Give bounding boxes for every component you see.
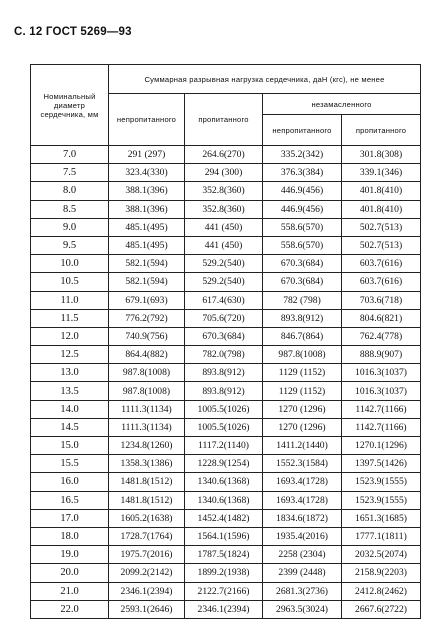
table-row [31,600,421,618]
table-row [31,527,421,545]
table-row [31,218,421,236]
load-value-cell: 2346.1(2394) [185,600,263,618]
unoiled-subgroup-header: незамасленного [263,94,421,115]
load-value-cell: 1234.8(1260) [109,437,185,455]
table-row [31,291,421,309]
diameter-cell: 20.0 [31,564,109,582]
diameter-cell: 12.5 [31,346,109,364]
load-value-cell: 2346.1(2394) [109,582,185,600]
table-row [31,182,421,200]
load-value-cell: 2099.2(2142) [109,564,185,582]
load-value-cell: 782 (798) [263,291,342,309]
load-value-cell: 339.1(346) [342,164,421,182]
load-value-cell: 740.9(756) [109,327,185,345]
load-value-cell: 2963.5(3024) [263,600,342,618]
diameter-cell: 21.0 [31,582,109,600]
load-value-cell: 294 (300) [185,164,263,182]
load-value-cell: 2258 (2304) [263,546,342,564]
table-row [31,382,421,400]
load-value-cell: 2593.1(2646) [109,600,185,618]
column-header: непропитанного [263,115,342,146]
load-value-cell: 1340.6(1368) [185,491,263,509]
load-value-cell: 776.2(792) [109,309,185,327]
load-value-cell: 2399 (2448) [263,564,342,582]
diameter-cell: 19.0 [31,546,109,564]
load-value-cell: 888.9(907) [342,346,421,364]
load-value-cell: 401.8(410) [342,200,421,218]
table-body [31,146,421,619]
load-value-cell: 1142.7(1166) [342,400,421,418]
load-value-cell: 1693.4(1728) [263,473,342,491]
table-row [31,509,421,527]
load-value-cell: 1142.7(1166) [342,418,421,436]
load-value-cell: 441 (450) [185,236,263,254]
load-value-cell: 1270.1(1296) [342,437,421,455]
load-value-cell: 502.7(513) [342,218,421,236]
table-row [31,564,421,582]
load-value-cell: 1129 (1152) [263,382,342,400]
load-value-cell: 1787.5(1824) [185,546,263,564]
diameter-cell: 17.0 [31,509,109,527]
load-value-cell: 1605.2(1638) [109,509,185,527]
load-value-cell: 388.1(396) [109,182,185,200]
load-value-cell: 893.8(912) [185,364,263,382]
table-row [31,437,421,455]
diameter-cell: 7.0 [31,146,109,164]
diameter-cell: 14.0 [31,400,109,418]
column-header: пропитанного [185,94,263,146]
load-value-cell: 2122.7(2166) [185,582,263,600]
load-value-cell: 1111.3(1134) [109,418,185,436]
load-value-cell: 617.4(630) [185,291,263,309]
load-value-cell: 1111.3(1134) [109,400,185,418]
load-value-cell: 864.4(882) [109,346,185,364]
load-value-cell: 1117.2(1140) [185,437,263,455]
diameter-cell: 9.5 [31,236,109,254]
load-value-cell: 804.6(821) [342,309,421,327]
table-row [31,236,421,254]
load-value-cell: 2412.8(2462) [342,582,421,600]
table-row [31,400,421,418]
load-value-cell: 1228.9(1254) [185,455,263,473]
table-row [31,455,421,473]
load-value-cell: 1481.8(1512) [109,473,185,491]
load-value-cell: 893.8(912) [185,382,263,400]
table-row [31,146,421,164]
diameter-cell: 15.5 [31,455,109,473]
diameter-cell: 10.0 [31,255,109,273]
load-value-cell: 485.1(495) [109,218,185,236]
page-header: С. 12 ГОСТ 5269—93 [14,26,132,38]
load-value-cell: 1016.3(1037) [342,382,421,400]
load-value-cell: 529.2(540) [185,273,263,291]
load-value-cell: 603.7(616) [342,255,421,273]
load-value-cell: 670.3(684) [263,255,342,273]
diameter-cell: 22.0 [31,600,109,618]
breaking-load-table [30,64,421,619]
diameter-cell: 9.0 [31,218,109,236]
load-value-cell: 529.2(540) [185,255,263,273]
load-value-cell: 1411.2(1440) [263,437,342,455]
load-value-cell: 291 (297) [109,146,185,164]
load-value-cell: 705.6(720) [185,309,263,327]
load-value-cell: 987.8(1008) [109,364,185,382]
load-value-cell: 352.8(360) [185,182,263,200]
load-value-cell: 1728.7(1764) [109,527,185,545]
table-row [31,582,421,600]
load-value-cell: 1693.4(1728) [263,491,342,509]
diameter-cell: 13.0 [31,364,109,382]
load-value-cell: 893.8(912) [263,309,342,327]
load-value-cell: 2667.6(2722) [342,600,421,618]
diameter-column-header: Номинальный диаметр сердечника, мм [31,65,109,146]
load-value-cell: 1005.5(1026) [185,418,263,436]
diameter-cell: 8.5 [31,200,109,218]
load-value-cell: 782.0(798) [185,346,263,364]
diameter-cell: 7.5 [31,164,109,182]
load-value-cell: 1016.3(1037) [342,364,421,382]
load-value-cell: 1651.3(1685) [342,509,421,527]
load-value-cell: 401.8(410) [342,182,421,200]
load-value-cell: 2158.9(2203) [342,564,421,582]
load-value-cell: 1523.9(1555) [342,473,421,491]
table-row [31,255,421,273]
load-value-cell: 388.1(396) [109,200,185,218]
diameter-cell: 11.0 [31,291,109,309]
load-value-cell: 1358.3(1386) [109,455,185,473]
diameter-cell: 15.0 [31,437,109,455]
load-value-cell: 2032.5(2074) [342,546,421,564]
load-value-cell: 1564.1(1596) [185,527,263,545]
table-row [31,273,421,291]
table-row [31,546,421,564]
diameter-cell: 12.0 [31,327,109,345]
load-value-cell: 301.8(308) [342,146,421,164]
load-value-cell: 376.3(384) [263,164,342,182]
table-row [31,327,421,345]
load-value-cell: 441 (450) [185,218,263,236]
diameter-cell: 8.0 [31,182,109,200]
load-value-cell: 703.6(718) [342,291,421,309]
diameter-cell: 18.0 [31,527,109,545]
load-value-cell: 352.8(360) [185,200,263,218]
load-value-cell: 679.1(693) [109,291,185,309]
load-value-cell: 987.8(1008) [263,346,342,364]
load-value-cell: 558.6(570) [263,218,342,236]
table-row [31,309,421,327]
load-value-cell: 1397.5(1426) [342,455,421,473]
table-row [31,491,421,509]
load-value-cell: 1975.7(2016) [109,546,185,564]
table-row [31,200,421,218]
load-value-cell: 670.3(684) [185,327,263,345]
load-value-cell: 264.6(270) [185,146,263,164]
load-value-cell: 1270 (1296) [263,400,342,418]
diameter-cell: 10.5 [31,273,109,291]
load-value-cell: 335.2(342) [263,146,342,164]
load-value-cell: 603.7(616) [342,273,421,291]
load-value-cell: 485.1(495) [109,236,185,254]
diameter-cell: 16.0 [31,473,109,491]
load-value-cell: 446.9(456) [263,200,342,218]
load-value-cell: 846.7(864) [263,327,342,345]
load-value-cell: 1270 (1296) [263,418,342,436]
column-header: непропитанного [109,94,185,146]
load-value-cell: 582.1(594) [109,273,185,291]
load-value-cell: 670.3(684) [263,273,342,291]
load-value-cell: 323.4(330) [109,164,185,182]
diameter-cell: 11.5 [31,309,109,327]
load-value-cell: 502.7(513) [342,236,421,254]
table-row [31,418,421,436]
table-row [31,164,421,182]
diameter-cell: 16.5 [31,491,109,509]
table-row [31,364,421,382]
load-value-cell: 1005.5(1026) [185,400,263,418]
table-row [31,473,421,491]
load-value-cell: 582.1(594) [109,255,185,273]
load-value-cell: 446.9(456) [263,182,342,200]
load-value-cell: 1452.4(1482) [185,509,263,527]
load-value-cell: 1777.1(1811) [342,527,421,545]
load-value-cell: 1129 (1152) [263,364,342,382]
load-value-cell: 1935.4(2016) [263,527,342,545]
load-value-cell: 1899.2(1938) [185,564,263,582]
load-value-cell: 2681.3(2736) [263,582,342,600]
load-value-cell: 762.4(778) [342,327,421,345]
diameter-cell: 13.5 [31,382,109,400]
diameter-cell: 14.5 [31,418,109,436]
load-value-cell: 1552.3(1584) [263,455,342,473]
load-value-cell: 1523.9(1555) [342,491,421,509]
load-value-cell: 1481.8(1512) [109,491,185,509]
table-row [31,346,421,364]
load-value-cell: 987.8(1008) [109,382,185,400]
load-value-cell: 1340.6(1368) [185,473,263,491]
breaking-load-group-header: Суммарная разрывная нагрузка сердечника, даН (кгс), не менее [109,65,421,94]
load-value-cell: 558.6(570) [263,236,342,254]
load-value-cell: 1834.6(1872) [263,509,342,527]
column-header: пропитанного [342,115,421,146]
